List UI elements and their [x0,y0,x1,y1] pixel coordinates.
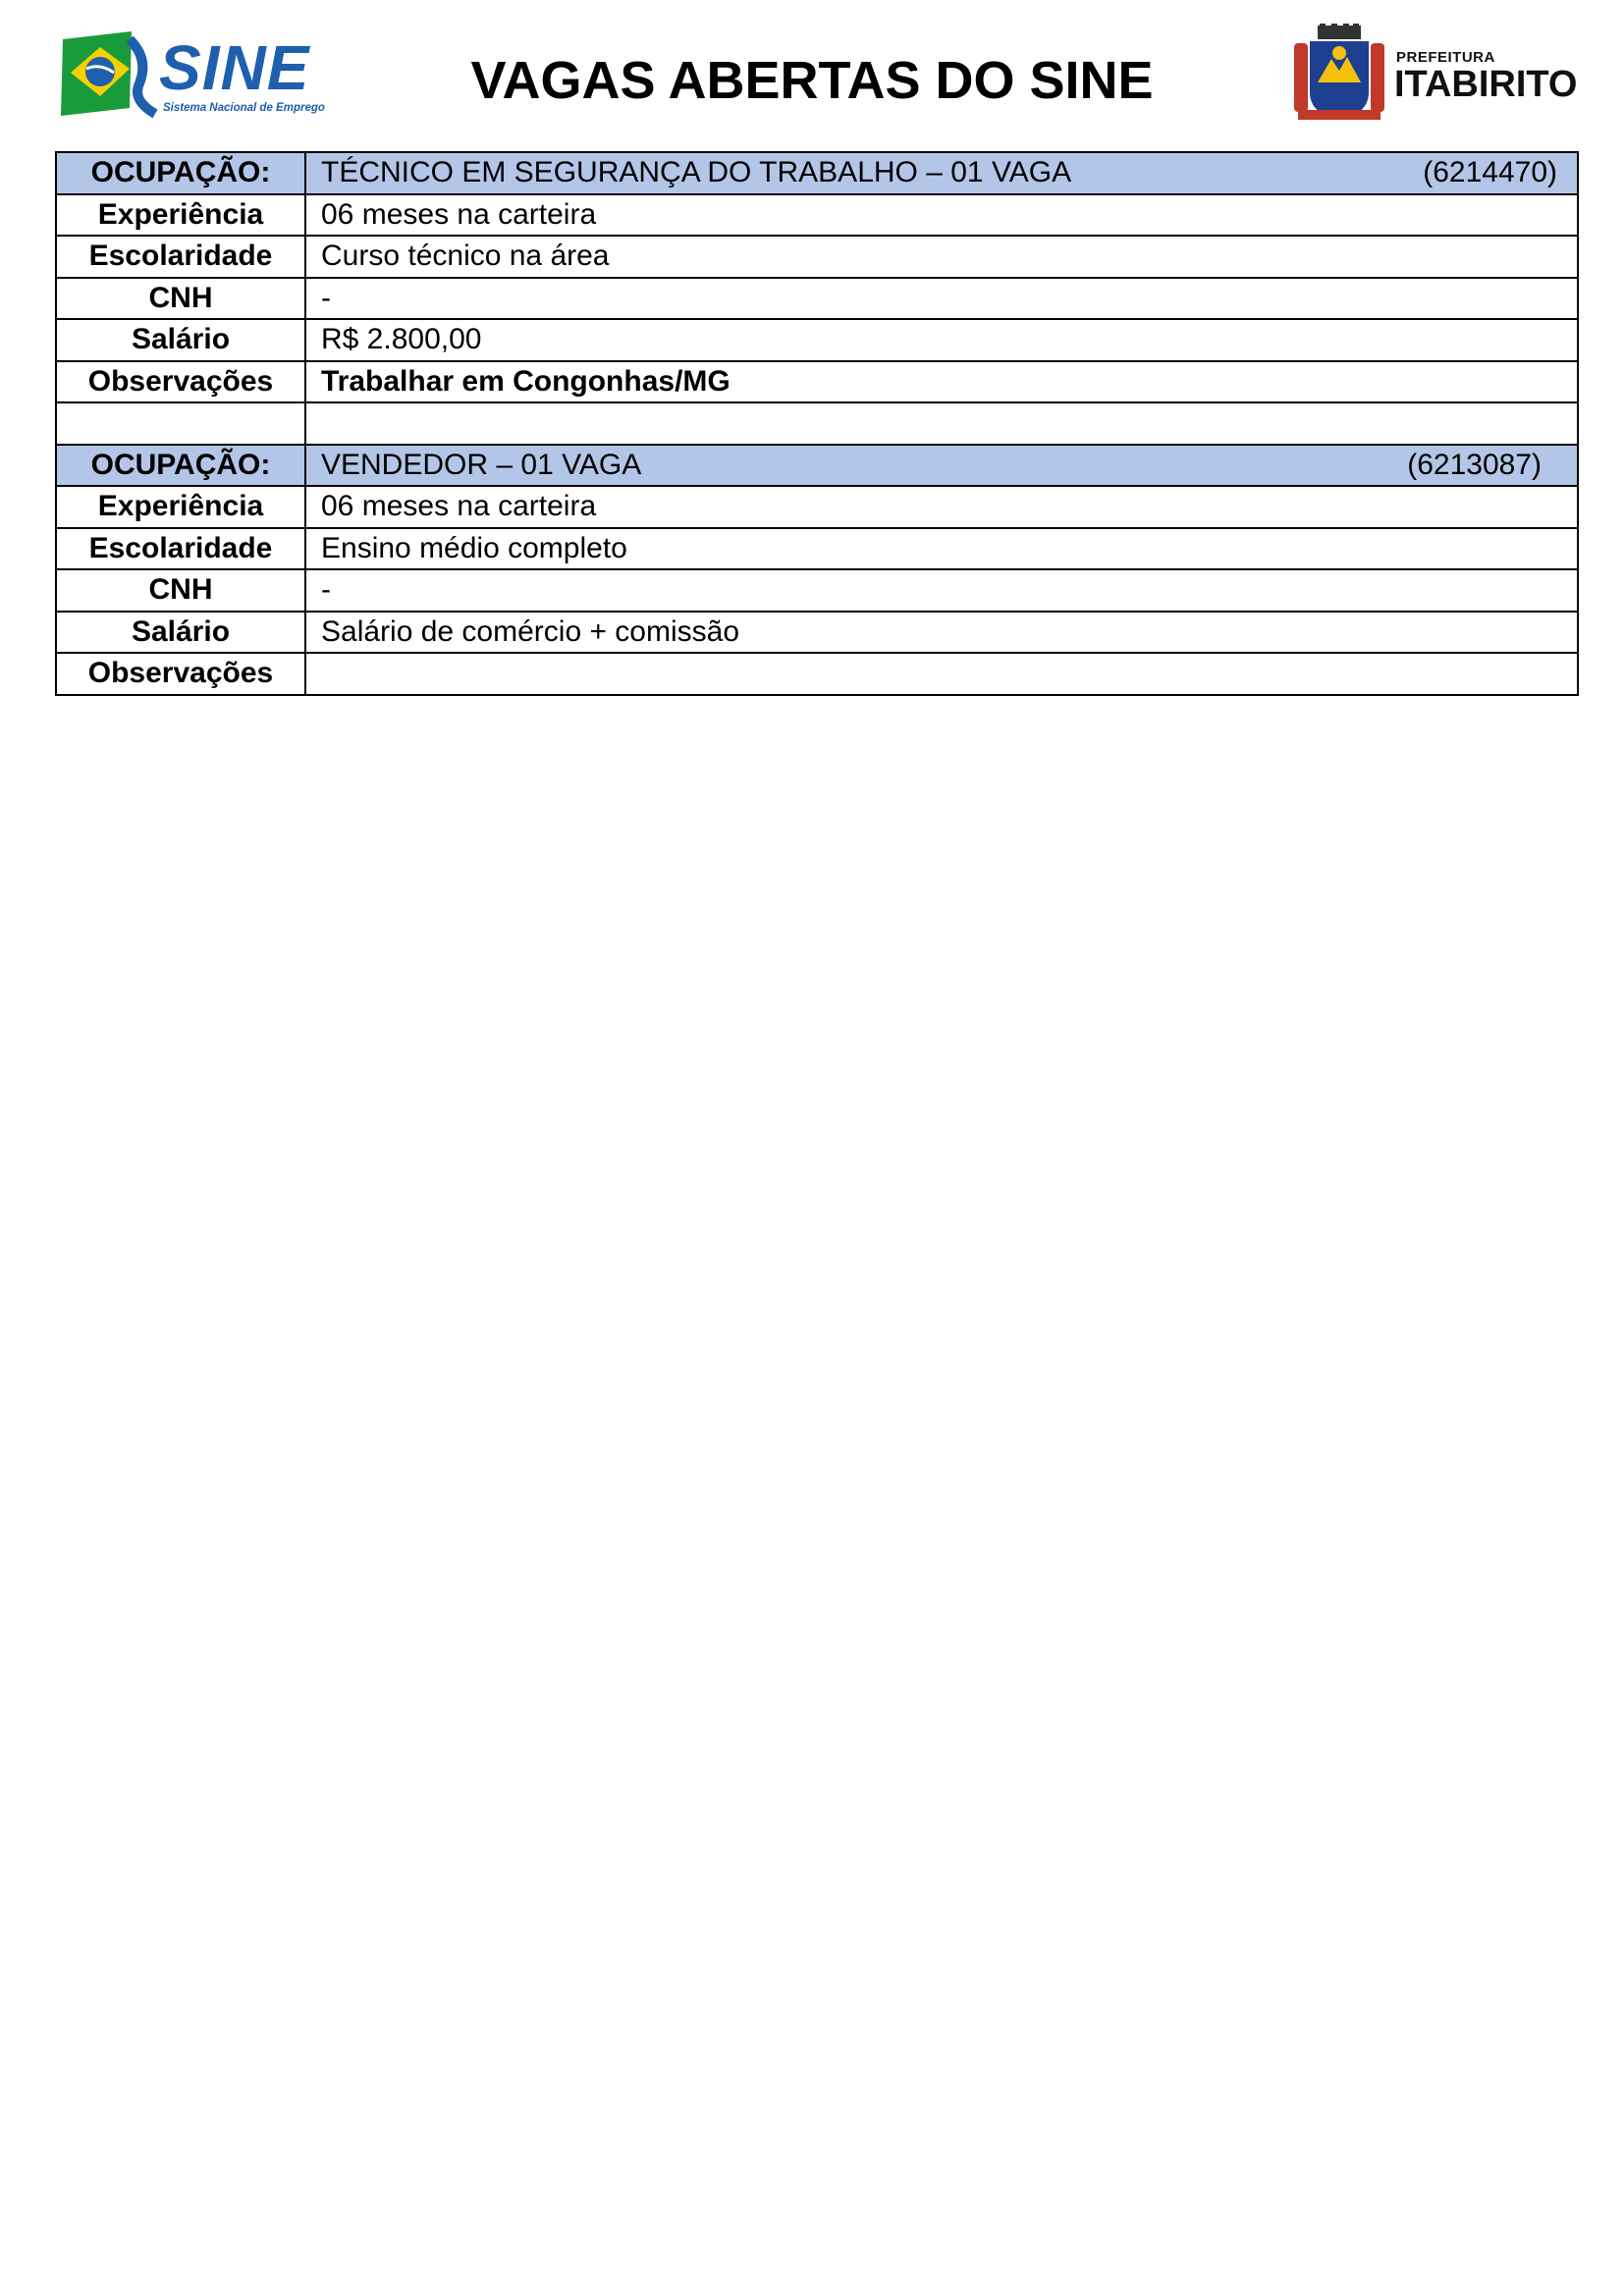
field-value: 06 meses na carteira [305,194,1578,237]
page-title: VAGAS ABERTAS DO SINE [470,51,1154,110]
field-label: Observações [56,361,305,403]
spacer-cell [56,402,305,445]
field-label: Salário [56,319,305,361]
field-row-salario [56,319,1578,361]
coat-of-arms-icon [1288,24,1390,126]
prefeitura-logo [1288,24,1578,126]
occupation-title: TÉCNICO EM SEGURANÇA DO TRABALHO – 01 VAGA [321,156,1072,189]
field-label: Experiência [56,194,305,237]
field-row-observacoes [56,361,1578,403]
field-value: Curso técnico na área [305,236,1578,278]
jobs-table [55,151,1579,696]
field-label: Escolaridade [56,236,305,278]
occupation-cell [305,445,1578,487]
sine-wordmark: SINE [159,32,310,103]
field-value: Trabalhar em Congonhas/MG [305,361,1578,403]
field-label: Observações [56,653,305,695]
field-row-escolaridade [56,528,1578,570]
occupation-title: VENDEDOR – 01 VAGA [321,448,642,481]
field-row-experiencia [56,194,1578,237]
city-name: ITABIRITO [1394,64,1578,105]
field-value: R$ 2.800,00 [305,319,1578,361]
field-value: - [305,278,1578,320]
field-label: Salário [56,612,305,654]
field-label: Escolaridade [56,528,305,570]
page-header [0,0,1624,147]
field-value: - [305,569,1578,612]
field-row-salario [56,612,1578,654]
field-row-observacoes [56,653,1578,695]
sine-tagline: Sistema Nacional de Emprego [163,102,325,114]
occupation-code: (6213087) [1407,448,1542,481]
field-row-experiencia [56,486,1578,528]
field-row-cnh [56,569,1578,612]
field-row-cnh [56,278,1578,320]
occupation-row [56,152,1578,194]
field-row-escolaridade [56,236,1578,278]
spacer-cell [305,402,1578,445]
field-label: CNH [56,569,305,612]
occupation-cell [305,152,1578,194]
field-value: Ensino médio completo [305,528,1578,570]
field-label: Experiência [56,486,305,528]
occupation-row [56,445,1578,487]
occupation-label: OCUPAÇÃO: [56,445,305,487]
spacer-row [56,402,1578,445]
occupation-label: OCUPAÇÃO: [56,152,305,194]
field-value: 06 meses na carteira [305,486,1578,528]
prefeitura-label: PREFEITURA [1396,49,1495,66]
field-value [305,653,1578,695]
occupation-code: (6214470) [1423,156,1557,189]
field-value: Salário de comércio + comissão [305,612,1578,654]
field-label: CNH [56,278,305,320]
